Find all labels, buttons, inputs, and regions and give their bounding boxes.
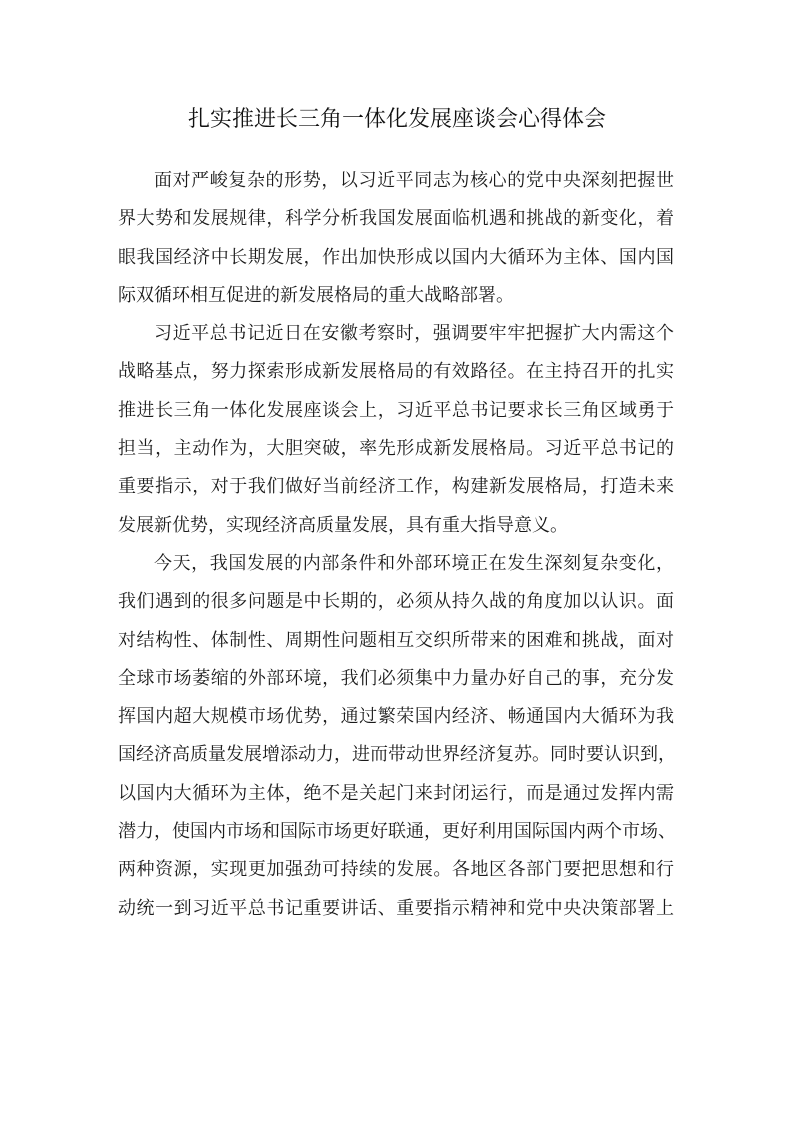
text-line: 推进长三角一体化发展座谈会上，习近平总书记要求长三角区域勇于 — [118, 399, 674, 421]
text-line: 挥国内超大规模市场优势，通过繁荣国内经济、畅通国内大循环为我 — [118, 706, 674, 728]
text-line: 潜力，使国内市场和国际市场更好联通，更好利用国际国内两个市场、 — [118, 821, 676, 843]
text-line: 今天，我国发展的内部条件和外部环境正在发生深刻复杂变化， — [154, 552, 674, 574]
text-line: 以国内大循环为主体，绝不是关起门来封闭运行，而是通过发挥内需 — [118, 782, 674, 804]
text-line: 重要指示，对于我们做好当前经济工作，构建新发展格局，打造未来 — [118, 476, 674, 498]
text-line: 习近平总书记近日在安徽考察时，强调要牢牢把握扩大内需这个 — [154, 323, 674, 345]
text-line: 眼我国经济中长期发展，作出加快形成以国内大循环为主体、国内国 — [118, 246, 674, 268]
text-line: 战略基点，努力探索形成新发展格局的有效路径。在主持召开的扎实 — [118, 361, 674, 383]
document-body — [118, 162, 674, 928]
text-line: 担当，主动作为，大胆突破，率先形成新发展格局。习近平总书记的 — [118, 438, 674, 460]
text-line: 对结构性、体制性、周期性问题相互交织所带来的困难和挑战，面对 — [118, 629, 674, 651]
text-line: 面对严峻复杂的形势，以习近平同志为核心的党中央深刻把握世 — [154, 170, 674, 191]
text-line: 我们遇到的很多问题是中长期的，必须从持久战的角度加以认识。面 — [118, 591, 674, 613]
document-title: 扎实推进长三角一体化发展座谈会心得体会 — [187, 107, 606, 132]
text-line: 发展新优势，实现经济高质量发展，具有重大指导意义。 — [118, 514, 568, 536]
text-line: 际双循环相互促进的新发展格局的重大战略部署。 — [118, 284, 514, 306]
text-line: 两种资源，实现更加强劲可持续的发展。各地区各部门要把思想和行 — [118, 859, 674, 881]
text-line: 动统一到习近平总书记重要讲话、重要指示精神和党中央决策部署上 — [118, 897, 674, 919]
text-line: 全球市场萎缩的外部环境，我们必须集中力量办好自己的事，充分发 — [118, 667, 674, 689]
text-line: 国经济高质量发展增添动力，进而带动世界经济复苏。同时要认识到， — [118, 744, 676, 766]
text-line: 界大势和发展规律，科学分析我国发展面临机遇和挑战的新变化，着 — [118, 208, 674, 230]
